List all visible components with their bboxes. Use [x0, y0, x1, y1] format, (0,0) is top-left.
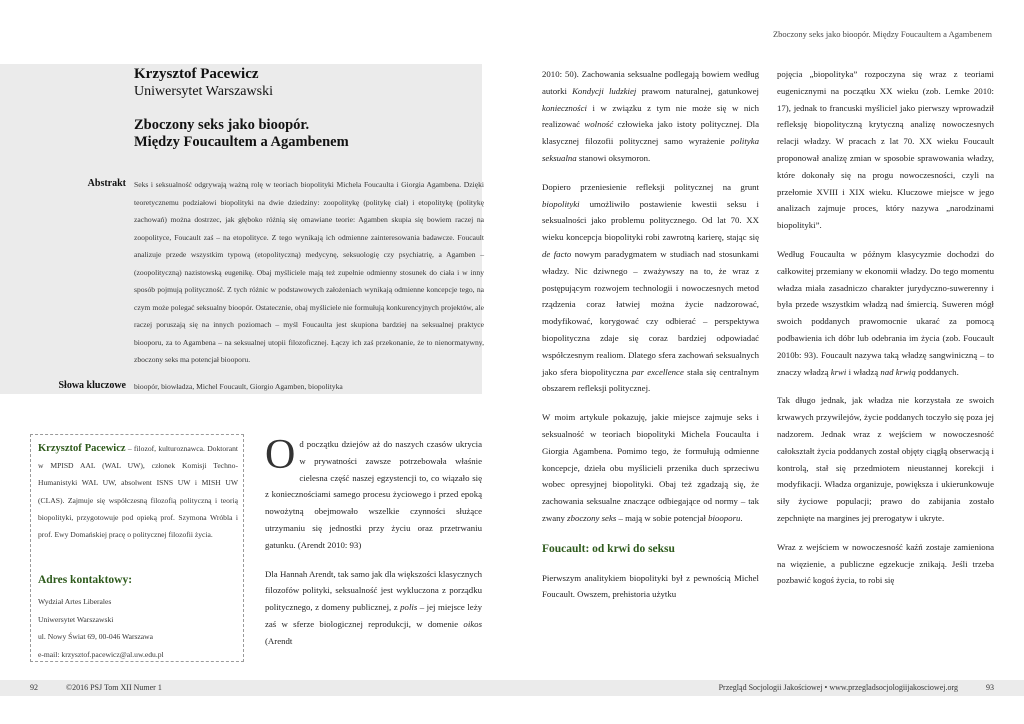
body-paragraph: pojęcia „biopolityka” rozpoczyna się wraz z teoriami eugenicznymi na początku XX wieku (zob. Lemke 2010: 17), jednak to francuski myśliciel jako pierwszy wprowadził refleksję biopolityczną krytyczną analizę nowoczesnych relacji władzy. W pracach z lat 70. XX wieku Foucault proponował analizę zmian w sposobie sprawowania władzy, które dokonały się na progu nowoczesności, czyli na przełomie XVIII i XIX wieku. Kluczowe miejsce w jego analizach zajmuje proces, który nazywa „narodzinami biopolityki”.	[777, 69, 994, 231]
contact-line-email[interactable]: e-mail: krzysztof.pacewicz@al.uw.edu.pl	[38, 649, 164, 659]
italic-run: biooporu	[708, 512, 741, 523]
body-paragraph	[542, 179, 759, 397]
article-title-line2: Między Foucaultem a Agambenem	[134, 134, 349, 150]
author-affiliation: Uniwersytet Warszawski	[134, 84, 273, 99]
contact-address	[38, 593, 238, 663]
contact-line-university: Uniwersytet Warszawski	[38, 614, 114, 624]
bio-description: filozof, kulturoznawca. Doktorant w MPISD AAL (WAL UW), członek Komisji Techno-Humanistyki WAL UW, absolwent ISNS UW i MISH UW (CLAS). Zajmuje się współczesną filozofią polityczną i teorią biopolityki, przygotowuje pod opieką prof. Szymona Wróbla i prof. Ewy Domańskiej pracę o politycznej filozofii życia.	[38, 444, 238, 540]
text-run: – mają w sobie potencjał	[616, 512, 709, 523]
contact-heading: Adres kontaktowy:	[38, 574, 133, 586]
text-run: Dla Hannah Arendt, tak samo jak dla większości klasycznych filozofów polityki, seksualność jest wykluczona z porządku politycznego, z domeny publicznej, z	[265, 568, 482, 613]
text-run: .	[740, 512, 743, 523]
bio-author-name: Krzysztof Pacewicz	[38, 443, 126, 454]
section-heading: Foucault: od krwi do seksu	[542, 542, 675, 555]
text-run: W moim artykule pokazuję, jakie miejsce zajmuje seks i seksualność w teoriach biopolityki Michela Foucaulta i Giorgia Agambena. Pomimo tego, że formułują odmienne koncepcje, dzieła obu myślicieli przenika duch sprzeciwu wobec opresyjnej biopolityki. Obaj też zgadzają się, że zachowania seksualne znaczące odbiegające od normy – tak zwany	[542, 412, 759, 523]
text-run: stała się centralnym obszarem refleksji politycznej.	[542, 366, 759, 394]
article-title-line1: Zboczony seks jako bioopór.	[134, 117, 310, 133]
body-paragraph: Wraz z wejściem w nowoczesność kaźń zostaje zamieniona na więzienie, a publiczne egzekucje znikają. Jeśli trzeba pozbawić kogoś życia, to robi się	[777, 541, 994, 586]
text-run: nowym paradygmatem w studiach nad stosunkami władzy. Nic dziwnego – zważywszy na to, że wraz z postępującym rozwojem technologii i nowoczesnych metod rządzenia coraz łatwiej można życie nadzorować, modyfikować, korygować czy odbierać – perspektywa biopolityczna zdaje się coraz bardziej odpowiadać współczesnym realiom. Dlatego sfera zachowań seksualnych jako sfera biopolityczna	[542, 248, 759, 377]
italic-run: wolność	[584, 119, 614, 130]
text-run: i w związku z tym nie może się w nich realizować	[542, 102, 759, 130]
quote-text: d początku dziejów aż do naszych czasów ukrycia w prywatności zawsze potrzebowała właśnie cielesna część naszej egzystencji to, co wiązało się z koniecznościami samego procesu życiowego i przed epoką nowożytną obejmowało wszelkie czynności służące utrzymaniu się jednostki przy życiu oraz przetrwaniu gatunku. (Arendt 2010: 93)	[265, 439, 482, 550]
right-body-column-2	[777, 66, 994, 589]
keywords-text: bioopór, biowładza, Michel Foucault, Giorgio Agamben, biopolityka	[134, 382, 343, 391]
journal-website-info: Przegląd Socjologii Jakościowej • www.przegladsocjologiijakosciowej.org	[718, 683, 958, 692]
bio-dash: –	[125, 444, 134, 453]
italic-run: biopolityki	[542, 198, 580, 209]
italic-run: zboczony seks	[567, 512, 617, 523]
text-run: Według Foucaulta w późnym klasycyzmie dochodzi do całkowitej przemiany w ekonomii władzy. Do tego momentu władza miała zasadniczo charakter jurydyczno-suwerenny i była przede wszystkim władzą nad śmiercią. Suweren mógł swoich poddanych prawomocnie ukarać za pomocą podbawienia ich dóbr lub odebrania im życia (zob. Foucault 2010b: 93). Foucault nazywa taką władzę sangwiniczną – to znaczy władzą	[777, 248, 994, 377]
italic-run: par excellence	[631, 366, 684, 377]
text-run: i władzą	[846, 366, 881, 377]
italic-run: polityka seksualna	[542, 136, 759, 163]
text-run: poddanych.	[915, 366, 959, 377]
left-body-column	[265, 432, 482, 650]
body-paragraph	[542, 409, 759, 527]
text-run: Dopiero przeniesienie refleksji politycznej na grunt	[542, 181, 759, 192]
abstract-label: Abstrakt	[87, 178, 126, 189]
body-paragraph	[777, 246, 994, 380]
italic-run: Kondycji ludzkiej	[572, 85, 637, 96]
italic-run: konieczności	[542, 102, 587, 113]
text-run: – jej miejsce leży zaś w sferze biologicznej reprodukcji, w domenie	[265, 602, 482, 629]
text-run: (Arendt	[265, 635, 293, 646]
keywords-label: Słowa kluczowe	[58, 380, 126, 391]
author-bio	[38, 440, 238, 543]
text-run: prawom naturalnej, gatunkowej	[636, 85, 759, 96]
italic-run: de facto	[542, 248, 572, 259]
text-run: 2010: 50). Zachowania seksualne podlegają bowiem według autorki	[542, 69, 759, 96]
italic-run: oikos	[463, 618, 482, 629]
body-paragraph: Pierwszym analitykiem biopolityki był z pewnością Michel Foucault. Owszem, prehistoria użytku	[542, 572, 759, 600]
opening-quote	[265, 432, 482, 554]
running-header: Zboczony seks jako bioopór. Między Foucaultem a Agambenem	[772, 29, 992, 39]
author-name: Krzysztof Pacewicz	[134, 66, 259, 82]
text-run: człowieka jako istoty politycznej. Dla klasycznej filozofii politycznej samo wyrażenie	[542, 119, 759, 147]
italic-run: krwi	[830, 366, 847, 377]
article-title	[134, 117, 464, 151]
text-run: umożliwiło postawienie kwestii seksu i seksualności jako problemu politycznego. Od lat 70. XX wieku koncepcja biopolityki robi zawrotną karierę, stając się	[542, 198, 759, 243]
contact-line-faculty: Wydział Artes Liberales	[38, 597, 112, 606]
page-number-left: 92	[30, 683, 38, 692]
body-paragraph: Tak długo jednak, jak władza nie korzystała ze swoich krwawych przywilejów, życie poddanych toczyło się poza jej nadzorem. Jednak wraz z wejściem w nowoczesność całokształt życia poddanych został objęty ciągłą obserwacją i kontrolą, stał się przedmiotem nieustannej korekcji i modyfikacji. Władza organizuje, powiększa i ukierunkowuje siły życiowe populacji; prawo do zabijania zostało zepchnięte na margines jej prerogatyw i ukryte.	[777, 395, 994, 523]
body-paragraph	[542, 66, 759, 167]
page-number-right: 93	[986, 683, 994, 692]
italic-run: nad krwią	[880, 366, 916, 377]
dropcap: O	[265, 432, 296, 478]
text-run: stanowi oksymoron.	[576, 152, 651, 163]
journal-volume-info: ©2016 PSJ Tom XII Numer 1	[66, 683, 162, 692]
italic-run: polis	[400, 602, 418, 613]
contact-line-street: ul. Nowy Świat 69, 00-046 Warszawa	[38, 632, 154, 641]
body-paragraph	[265, 566, 482, 650]
abstract-text: Seks i seksualność odgrywają ważną rolę w teoriach biopolityki Michela Foucaulta i Giorgia Agambena. Dzięki teoretycznemu podziałowi biopolityki na dwie dziedziny: zoopolitykę (politykę ciał) i etopolitykę (politykę zachowań) można dostrzec, jak głęboko różnią się omawiane teorie: Agamben skupia się bowiem raczej na zoopolityce, Foucault zaś – na etopolityce. Z tego wynikają ich odmienne zainteresowania badawcze. Foucault analizuje przede wszystkim typową (etopolityczną) medycynę, seksuologię czy psychiatrię, a Agamben – (zoopolityczną) nazistowską eugenikę. Obaj myśliciele mają też zupełnie odmienny stosunek do ciała i w inny sposób pojmują polityczność. Z tych różnic w podstawowych założeniach wynikają odmienne koncepcje tego, na czym może polegać seksualny bioopór. Ostatecznie, obaj myśliciele nie formułują konkurencyjnych projektów, ale raczej poruszają się na innych poziomach – myśl Foucaulta jest skupiona bardziej na seksualnej praktyce biooporu, za to Agambena – na seksualnej utopii filozoficznej. Łączy ich zaś przekonanie, że to nienormatywny, zboczony seks ma potencjał biooporu.	[134, 180, 484, 364]
right-body-column-1	[542, 66, 759, 603]
